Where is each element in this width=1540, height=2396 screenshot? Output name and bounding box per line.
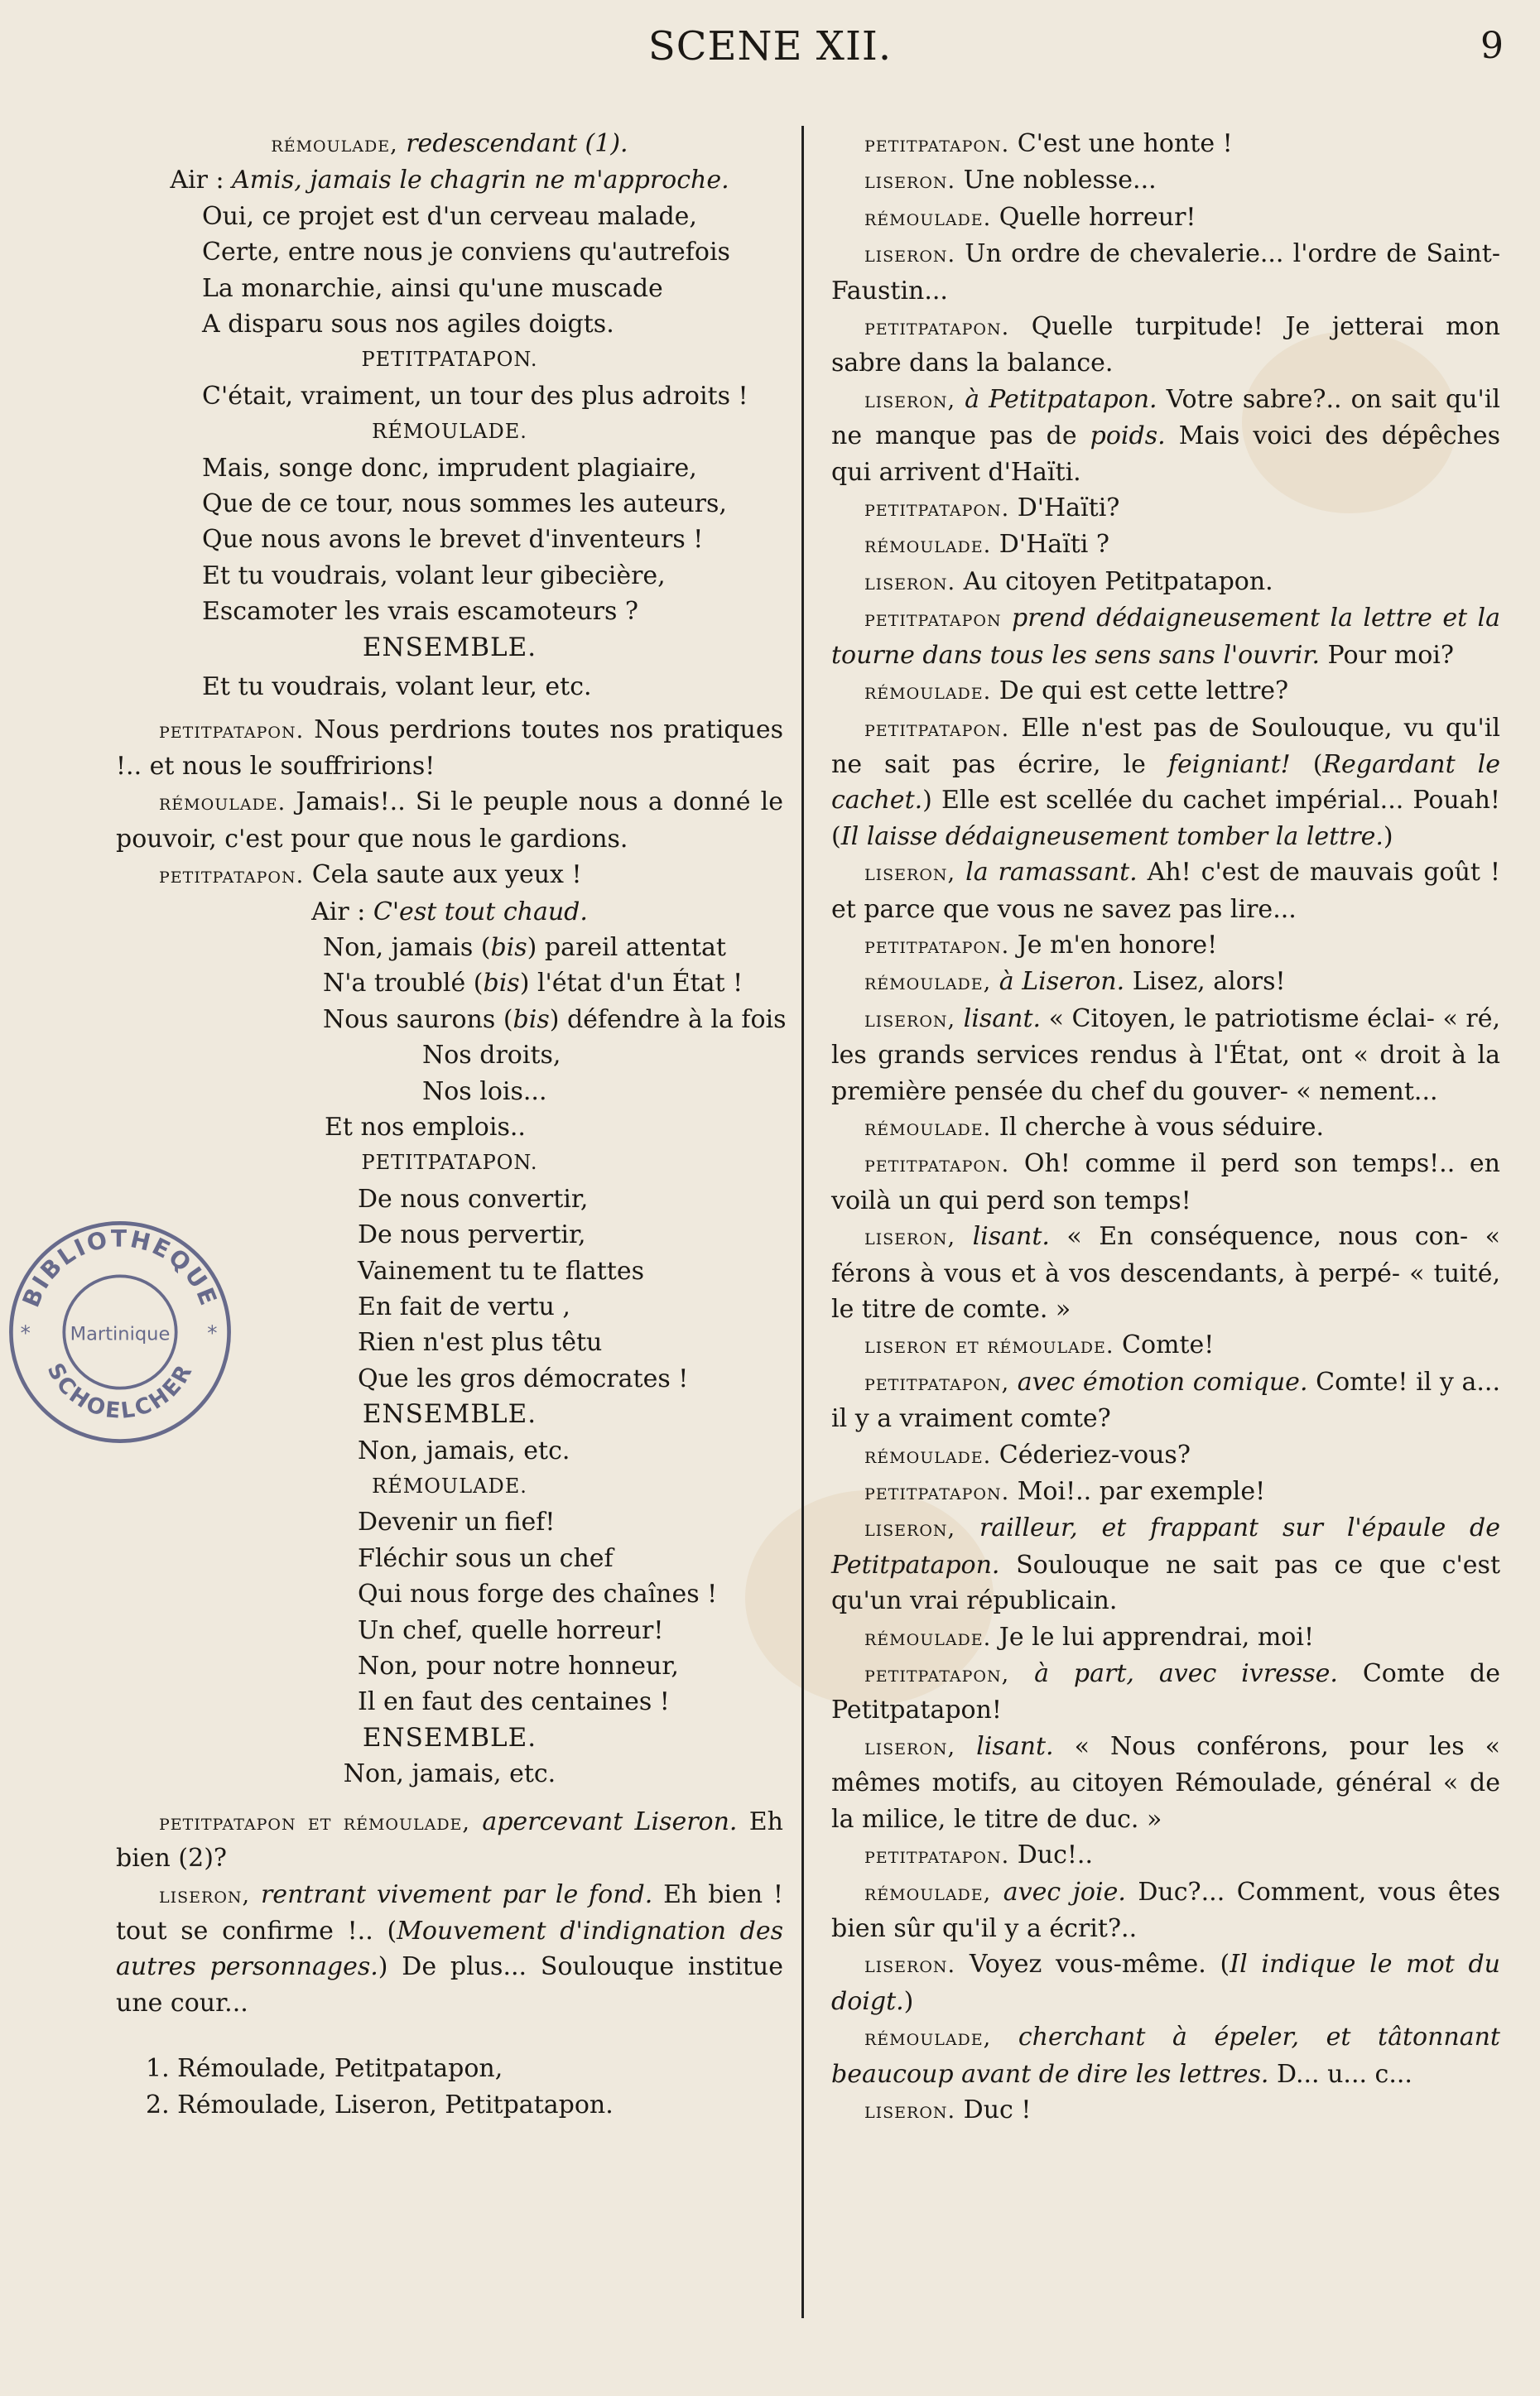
dialogue-line: liseron, rentrant vivement par le fond. Eh bien ! tout se confirme !.. (Mouvement d'indignation des autres personnages.) De plus... Soulouque institue une cour... [116,1879,783,2018]
verse-line: En fait de vertu , [358,1292,570,1321]
dialogue-line: petitpatapon. Je m'en honore! [864,930,1218,960]
verse-line: Certe, entre nous je conviens qu'autrefois [202,238,730,267]
verse-block [116,930,787,1145]
footnote: 2. Rémoulade, Liseron, Petitpatapon. [146,2090,614,2119]
scene-title: SCENE XII. [647,23,893,70]
dialogue-line: liseron, lisant. « En conséquence, nous con- « férons à vous et à vos descendants, à perpé- « tuité, le titre de comte. » [831,1222,1500,1324]
page-number: 9 [1480,25,1504,67]
dialogue-line: rémoulade. Quelle horreur! [864,202,1196,232]
verse-block [116,450,783,630]
dialogue-line: rémoulade. Il cherche à vous séduire. [864,1112,1324,1142]
left-column [116,126,787,2123]
dialogue-line: liseron. Au citoyen Petitpatapon. [864,566,1273,596]
dialogue-line: liseron et rémoulade. Comte! [864,1330,1215,1360]
air-title: Air : C'est tout chaud. [311,897,588,926]
dialogue-line: rémoulade, avec joie. Duc?... Comment, vous êtes bien sûr qu'il y a écrit?.. [831,1877,1500,1943]
dialogue-line: liseron. Une noblesse... [864,166,1157,195]
verse-line: Mais, songe donc, imprudent plagiaire, [202,453,697,483]
dialogue-line: petitpatapon. D'Haïti? [864,493,1120,523]
stamp-center-text: Martinique [70,1323,171,1345]
dialogue-line: petitpatapon, avec émotion comique. Comte! il y a... il y a vraiment comte? [831,1367,1500,1434]
dialogue-line: petitpatapon, à part, avec ivresse. Comte de Petitpatapon! [831,1659,1500,1725]
stamp-star-left-icon: * [20,1321,31,1345]
verse-line: N'a troublé (bis) l'état d'un État ! [323,969,744,998]
dialogue-line: rémoulade, cherchant à épeler, et tâtonnant beaucoup avant de dire les lettres. D... u... c... [831,2023,1500,2089]
verse-line: Non, jamais (bis) pareil attentat [323,932,726,962]
verse-line: Il en faut des centaines ! [358,1687,670,1717]
ensemble-heading: ENSEMBLE. [362,1399,537,1430]
dialogue-line: rémoulade. D'Haïti ? [864,530,1110,560]
stamp-bottom-text: SCHOELCHER [41,1359,199,1424]
dialogue-line: petitpatapon. Quelle turpitude! Je jetterai mon sabre dans la balance. [831,312,1500,378]
right-column [831,126,1500,2129]
verse-line: C'était, vraiment, un tour des plus adroits ! [202,381,748,411]
dialogue-line: liseron, à Petitpatapon. Votre sabre?.. on sait qu'il ne manque pas de poids. Mais voici des dépêches qui arrivent d'Haïti. [831,384,1500,487]
library-stamp [3,1215,237,1449]
speaker-label: RÉMOULADE. [372,1475,527,1499]
dialogue-line: petitpatapon. C'est une honte ! [864,129,1233,158]
stage-direction: rémoulade, redescendant (1). [271,129,628,158]
verse-line: Non, jamais, etc. [343,1759,556,1789]
verse-line: Nous saurons (bis) défendre à la fois [323,1004,787,1034]
stamp-top-text: BIBLIOTHEQUE [17,1224,224,1311]
verse-line: A disparu sous nos agiles doigts. [202,310,614,339]
verse-line: Escamoter les vrais escamoteurs ? [202,597,638,627]
dialogue-line: liseron, railleur, et frappant sur l'épaule de Petitpatapon. Soulouque ne sait pas ce que c'est qu'un vrai républicain. [831,1513,1500,1616]
dialogue-line: liseron, lisant. « Nous conférons, pour les « mêmes motifs, au citoyen Rémoulade, général « de la milice, le titre de duc. » [831,1731,1500,1834]
dialogue-line: liseron. Duc ! [864,2095,1032,2124]
verse-block [116,1504,783,1720]
verse-line: Un chef, quelle horreur! [358,1615,664,1645]
verse-line: Devenir un fief! [358,1508,556,1537]
dialogue-line: rémoulade. De qui est cette lettre? [864,676,1289,706]
verse-line: De nous convertir, [358,1184,589,1214]
dialogue-line: petitpatapon. Elle n'est pas de Soulouque, vu qu'il ne sait pas écrire, le feigniant! (Regardant le cachet.) Elle est scellée du cachet impérial... Pouah! (Il laisse dédaigneusement tomber la lettre.) [831,713,1500,851]
verse-line: Nos droits, [422,1041,561,1071]
dialogue-line: liseron. Voyez vous-même. (Il indique le mot du doigt.) [831,1950,1500,2016]
verse-line: Nos lois... [422,1076,547,1106]
verse-line: Et nos emplois.. [325,1112,526,1142]
verse-line: Fléchir sous un chef [358,1543,614,1573]
footnotes [116,2051,783,2123]
ensemble-heading: ENSEMBLE. [362,632,537,662]
verse-block [116,199,783,343]
dialogue-line: rémoulade. Jamais!.. Si le peuple nous a donné le pouvoir, c'est pour que nous le gardions. [116,787,783,854]
verse-line: Et tu voudrais, volant leur, etc. [202,672,592,702]
verse-line: Non, pour notre honneur, [358,1652,679,1682]
stamp-star-right-icon: * [207,1321,218,1345]
speaker-label: RÉMOULADE. [372,420,527,444]
column-divider [801,126,804,2318]
verse-line: Non, jamais, etc. [358,1436,570,1465]
verse-line: De nous pervertir, [358,1220,586,1250]
verse-line: Que les gros démocrates ! [358,1364,689,1393]
dialogue-line: liseron. Un ordre de chevalerie... l'ordre de Saint-Faustin... [831,239,1500,306]
speaker-label: PETITPATAPON. [361,348,538,372]
verse-line: Vainement tu te flattes [358,1256,644,1286]
dialogue-line: petitpatapon. Oh! comme il perd son temps!.. en voilà un qui perd son temps! [831,1149,1501,1215]
ensemble-heading: ENSEMBLE. [362,1722,537,1753]
dialogue-line: petitpatapon et rémoulade, apercevant Liseron. Eh bien (2)? [116,1807,783,1874]
dialogue-line: petitpatapon. Duc!.. [864,1840,1094,1870]
dialogue-line: petitpatapon prend dédaigneusement la lettre et la tourne dans tous les sens sans l'ouvrir. Pour moi? [831,604,1500,670]
verse-line: La monarchie, ainsi qu'une muscade [202,273,663,303]
dialogue-line: petitpatapon. Moi!.. par exemple! [864,1477,1266,1507]
dialogue-line: rémoulade. Céderiez-vous? [864,1440,1191,1470]
dialogue-line: rémoulade, à Liseron. Lisez, alors! [864,967,1286,997]
verse-line: Qui nous forge des chaînes ! [358,1580,718,1609]
air-title: Air : Amis, jamais le chagrin ne m'approche. [170,166,729,195]
verse-line: Rien n'est plus têtu [358,1328,603,1358]
footnote: 1. Rémoulade, Petitpatapon, [146,2054,503,2084]
dialogue-line: petitpatapon. Cela saute aux yeux ! [159,860,582,890]
verse-line: Oui, ce projet est d'un cerveau malade, [202,201,697,231]
dialogue-line: rémoulade. Je le lui apprendrai, moi! [864,1622,1315,1652]
verse-line: Et tu voudrais, volant leur gibecière, [202,561,666,590]
verse-line: Que de ce tour, nous sommes les auteurs, [202,489,727,519]
dialogue-line: liseron, lisant. « Citoyen, le patriotisme éclai- « ré, les grands services rendus à l'État, ont « droit à la première pensée du chef du gouver- « nement... [831,1003,1500,1106]
dialogue-line: liseron, la ramassant. Ah! c'est de mauvais goût ! et parce que vous ne savez pas lire... [831,858,1500,924]
verse-line: Que nous avons le brevet d'inventeurs ! [202,525,704,555]
speaker-label: PETITPATAPON. [361,1151,538,1175]
dialogue-line: petitpatapon. Nous perdrions toutes nos pratiques !.. et nous le souffririons! [116,714,783,781]
